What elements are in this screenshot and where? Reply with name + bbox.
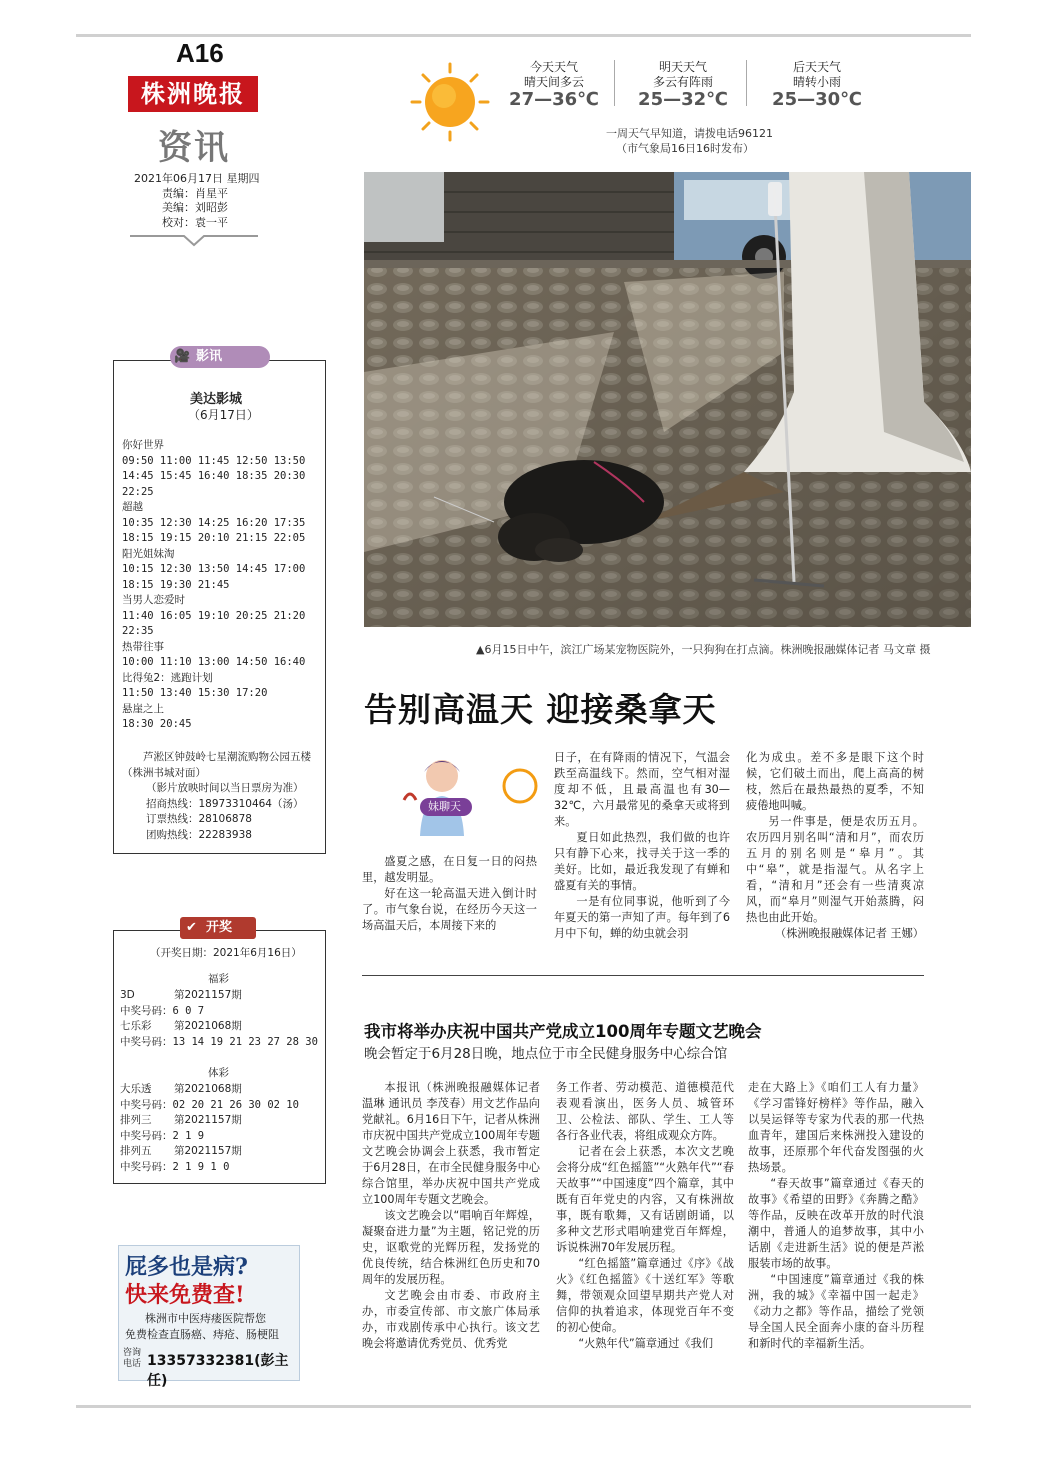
masthead-chevron-divider <box>130 234 258 248</box>
cinema-phone: 招商热线：18973310464（汤） <box>146 797 304 810</box>
showtimes: 10:35 12:30 14:25 16:20 17:35 <box>122 516 306 529</box>
showtimes: 10:15 12:30 13:50 14:45 17:00 <box>122 563 306 575</box>
dog-iv-drip-photo <box>364 172 971 627</box>
showtimes-list <box>122 438 322 733</box>
lottery-tag-label: 开奖 <box>206 920 233 935</box>
ad-clinic-name: 株洲市中医痔瘘医院帮您 <box>145 1312 266 1325</box>
article2-col1 <box>362 1080 540 1352</box>
showtimes: 11:50 13:40 15:30 17:20 <box>122 687 268 699</box>
cinema-name: 美达影城 <box>190 392 243 407</box>
film-camera-icon: 🎥 <box>174 349 191 364</box>
ad-phone-label: 咨询电话 <box>123 1348 142 1369</box>
cinema-contact <box>122 750 322 843</box>
ad-services: 免费检查直肠癌、痔疮、肠梗阻 <box>125 1328 279 1341</box>
paragraph: “中国速度”篇章通过《我的株洲，我的城》《幸福中国一起走》《动力之都》等作品，描绘了党领导全国人民全面奔小康的奋斗历程和新时代的幸福新生活。 <box>748 1273 924 1350</box>
movie-title: 当男人恋爱时 <box>122 594 185 606</box>
sun-icon <box>410 62 490 142</box>
lottery-row: 中奖号码：2 1 9 1 0 <box>120 1160 230 1173</box>
weather-after-label: 后天天气 <box>792 60 841 74</box>
column-logo-text: 妹聊天 <box>428 800 461 813</box>
cinema-phone: 订票热线：28106878 <box>146 813 252 825</box>
paragraph: 另一件事是，便是农历五月。农历四月别名叫“清和月”，而农历五月的别名则是“皋月”。其中“皋”，就是指湿气。从名字上看，“清和月”还会有一些清爽凉风，而“皋月”则湿气开始蒸腾，闷热也由此开始。 <box>746 815 924 924</box>
lottery-row: 中奖号码：6 0 7 <box>120 1004 205 1017</box>
check-icon: ✔ <box>186 920 197 935</box>
byline: （株洲晚报融媒体记者 王娜） <box>775 927 924 940</box>
welfare-results <box>120 988 324 1050</box>
cinema-tag-label: 影讯 <box>196 349 223 364</box>
clinic-ad[interactable] <box>118 1245 300 1389</box>
article1-headline: 告别高温天 迎接桑拿天 <box>364 690 717 729</box>
page-number: A16 <box>176 38 224 68</box>
lottery-row: 中奖号码：13 14 19 21 23 27 28 30 <box>120 1035 318 1048</box>
showtimes: 18:30 20:45 <box>122 718 192 730</box>
article1-col2 <box>554 750 730 942</box>
movie-title: 阳光姐妹淘 <box>122 547 175 560</box>
paragraph: 记者在会上获悉，本次文艺晚会将分成“红色摇篮”“火熟年代”“春天故事”“中国速度”四个篇章，其中既有百年党史的内容，又有株洲故事，既有歌舞，又有话剧朗诵，以多种文艺形式唱响建党百年辉煌，诉说株洲70年发展历程。 <box>556 1145 734 1254</box>
weather-source: （市气象局16日16时发布） <box>616 142 754 155</box>
weather-hotline: 一周天气早知道，请拨电话96121 <box>606 127 773 140</box>
lottery-date: （开奖日期：2021年6月16日） <box>150 947 302 959</box>
paragraph: 走在大路上》《咱们工人有力量》《学习雷锋好榜样》等作品，融入以吴运铎等专家为代表的那一代热血青年，建国后来株洲投入建设的故事，还原那个年代奋发图强的火热场景。 <box>748 1081 924 1174</box>
lottery-row: 3D 第2021157期 <box>120 989 242 1001</box>
paragraph: 该文艺晚会以“唱响百年辉煌，凝聚奋进力量”为主题，铭记党的历史，讴歌党的光辉历程，发扬党的优良传统，结合株洲红色历史和70周年的发展历程。 <box>362 1209 540 1286</box>
ad-headline-1: 屁多也是病? <box>125 1254 248 1280</box>
lottery-row: 七乐彩 第2021068期 <box>120 1020 242 1032</box>
newspaper-logo: 株洲晚报 <box>128 76 258 112</box>
weather-after-desc: 晴转小雨 <box>792 75 841 89</box>
lottery-row: 排列三 第2021157期 <box>120 1114 242 1126</box>
article-divider <box>362 975 924 976</box>
cinema-tag <box>170 346 270 368</box>
showtimes: 09:50 11:00 11:45 12:50 13:50 <box>122 454 306 467</box>
weather-after <box>747 60 887 110</box>
lottery-tag <box>180 917 256 939</box>
weather-today-temp: 27—36℃ <box>509 89 599 110</box>
lottery-row: 中奖号码：2 1 9 <box>120 1129 205 1142</box>
showtimes: 22:25 <box>122 485 154 498</box>
paragraph: 务工作者、劳动模范、道德模范代表观看演出，医务人员、城管环卫、公检法、部队、学生、工人等各行各业代表，将组成观众方阵。 <box>556 1081 734 1142</box>
welfare-heading: 福彩 <box>208 973 229 985</box>
cinema-note: （影片放映时间以当日票房为准） <box>146 782 304 794</box>
paragraph: 一是有位同事说，他听到了今年夏天的第一声知了声。每年到了6月中下旬，蝉的幼虫就会羽 <box>554 895 730 940</box>
paragraph: 化为成虫。差不多是眼下这个时候，它们破土而出，爬上高高的树枝，然后在最热最热的夏季，不知疲倦地叫喊。 <box>746 751 924 812</box>
paragraph: “火熟年代”篇章通过《我们 <box>578 1337 714 1350</box>
weather-tomorrow-desc: 多云有阵雨 <box>652 75 713 89</box>
article2-headline: 我市将举办庆祝中国共产党成立100周年专题文艺晚会 <box>364 1022 762 1041</box>
editor-credit: 责编：肖星平 <box>162 186 228 200</box>
paragraph: “红色摇篮”篇章通过《序》《战火》《红色摇篮》《十送红军》等歌舞，带领观众回望早期共产党人对信仰的执着追求，体现党百年不变的初心使命。 <box>556 1257 734 1334</box>
weather-after-temp: 25—30℃ <box>772 89 862 110</box>
ad-phone[interactable]: 13357332381(彭主任) <box>147 1353 289 1389</box>
weather-tomorrow <box>613 60 753 110</box>
movie-title: 悬崖之上 <box>122 702 164 715</box>
showtimes: 18:15 19:15 20:10 21:15 22:05 <box>122 532 306 544</box>
bottom-rule <box>76 1405 971 1408</box>
paragraph: 盛夏之感，在日复一日的闷热里，越发明显。 <box>362 855 537 884</box>
issue-meta <box>134 172 260 230</box>
paragraph: 夏日如此热烈，我们做的也许只有静下心来，找寻关于这一季的美好。比如，最近我发现了有蝉和盛夏有关的事情。 <box>554 831 730 892</box>
lottery-row: 排列五 第2021157期 <box>120 1145 242 1157</box>
paragraph: 文艺晚会由市委、市政府主办，市委宣传部、市文旅广体局承办，市戏剧传承中心执行。该文艺晚会将邀请优秀党员、优秀党 <box>362 1289 540 1350</box>
paragraph: “春天故事”篇章通过《春天的故事》《希望的田野》《奔腾之酷》等作品，反映在改革开放的时代浪潮中，普通人的追梦故事，其中小话剧《走进新生活》说的便是芦淞服装市场的故事。 <box>748 1177 924 1270</box>
proof-credit: 校对：袁一平 <box>162 215 228 229</box>
paragraph: 好在这一轮高温天进入倒计时了。市气象台说，在经历今天这一场高温天后，本周接下来的 <box>362 887 537 932</box>
designer-credit: 美编：刘昭彭 <box>162 201 228 214</box>
movie-title: 你好世界 <box>122 439 164 451</box>
weather-today-label: 今天天气 <box>529 60 578 74</box>
sports-heading: 体彩 <box>208 1067 229 1079</box>
paragraph: 日子，在有降雨的情况下，气温会跌至高温线下。然而，空气相对湿度却不低，且最高温也有30—32℃，六月最常见的桑拿天或将到来。 <box>554 751 730 828</box>
section-title: 资讯 <box>158 128 230 168</box>
issue-date: 2021年06月17日 星期四 <box>134 172 260 185</box>
weather-today <box>484 60 624 110</box>
showtimes: 10:00 11:10 13:00 14:50 16:40 <box>122 656 306 668</box>
top-rule <box>76 34 971 37</box>
sports-results <box>120 1082 324 1175</box>
article2-col2 <box>556 1080 734 1352</box>
weather-tomorrow-temp: 25—32℃ <box>638 89 728 110</box>
weather-note <box>606 126 773 156</box>
lottery-row: 中奖号码：02 20 21 26 30 02 10 <box>120 1098 299 1111</box>
news-photo <box>364 172 971 627</box>
ad-headline-2: 快来免费查! <box>125 1282 245 1308</box>
column-logo-art <box>402 748 542 838</box>
showtimes: 11:40 16:05 19:10 20:25 21:20 <box>122 609 306 622</box>
movie-title: 比得兔2：逃跑计划 <box>122 671 213 684</box>
paragraph: 本报讯（株洲晚报融媒体记者 温琳 通讯员 李茂春）用文艺作品向党献礼。6月16日下午，记者从株洲市庆祝中国共产党成立100周年专题文艺晚会协调会上获悉，我市暂定于6月28日，在市全民健身服务中心综合馆里，举办庆祝中国共产党成立100周年专题文艺晚会。 <box>362 1081 540 1206</box>
showtimes: 18:15 19:30 21:45 <box>122 578 230 591</box>
article1-col3 <box>746 750 924 942</box>
movie-title: 超越 <box>122 501 143 513</box>
showtimes: 14:45 15:45 16:40 18:35 20:30 <box>122 470 306 482</box>
article2-subtitle: 晚会暂定于6月28日晚，地点位于市全民健身服务中心综合馆 <box>364 1046 728 1062</box>
article1-col1 <box>362 854 537 934</box>
article2-col3 <box>748 1080 924 1352</box>
cinema-phone: 团购热线：22283938 <box>146 828 252 841</box>
cinema-address: 芦淞区钟鼓岭七星潮流购物公园五楼（株洲书城对面） <box>122 751 311 779</box>
weather-today-desc: 晴天间多云 <box>523 75 584 89</box>
movie-title: 热带往事 <box>122 640 164 653</box>
weather-tomorrow-label: 明天天气 <box>658 60 707 74</box>
showtimes: 22:35 <box>122 625 154 637</box>
cinema-date: （6月17日） <box>188 408 259 422</box>
lottery-row: 大乐透 第2021068期 <box>120 1083 242 1095</box>
photo-caption: ▲6月15日中午，滨江广场某宠物医院外，一只狗狗在打点滴。株洲晚报融媒体记者 马文章 摄 <box>476 643 931 656</box>
